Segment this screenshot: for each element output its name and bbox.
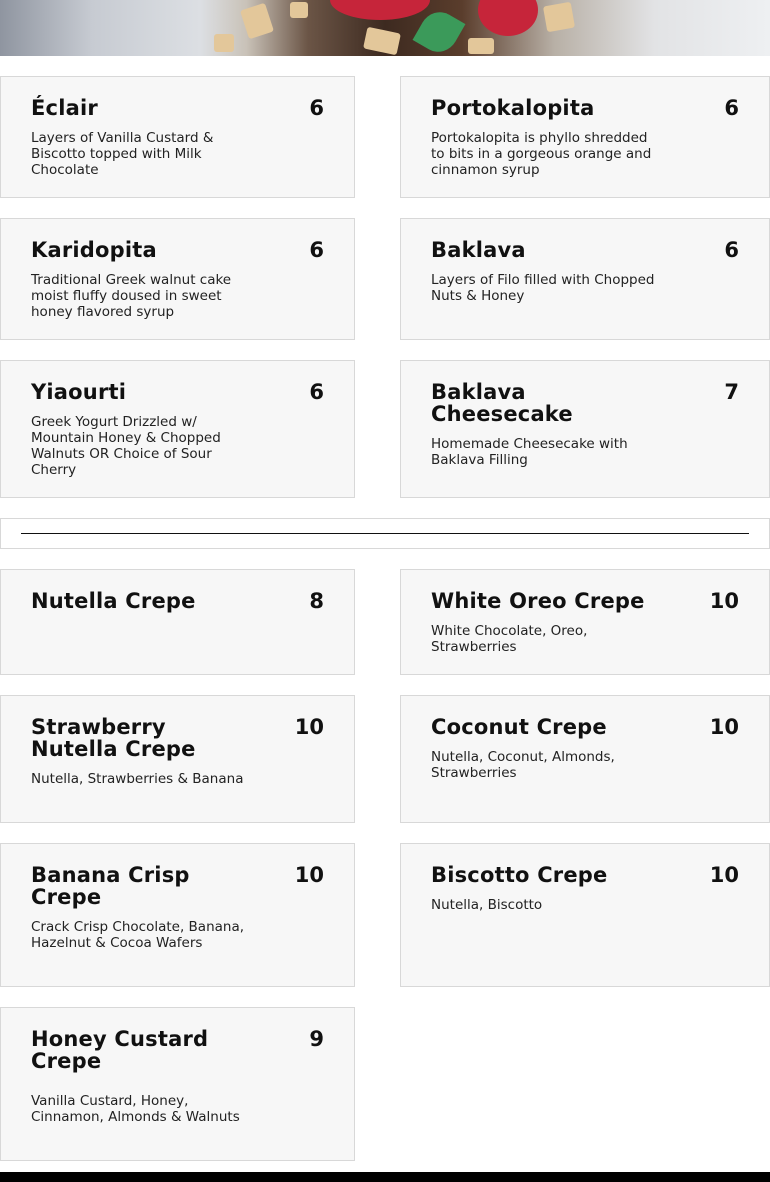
menu-item-card — [400, 76, 770, 198]
item-description: Traditional Greek walnut cake moist fluffy doused in sweet honey flavored syrup — [31, 272, 232, 320]
menu-item-card — [400, 218, 770, 340]
item-price: 6 — [724, 238, 739, 262]
item-name: Portokalopita — [431, 96, 595, 120]
item-price: 10 — [294, 863, 324, 887]
section-divider — [0, 518, 770, 549]
item-description: Greek Yogurt Drizzled w/ Mountain Honey & Chopped Walnuts OR Choice of Sour Cherry — [31, 414, 221, 478]
item-description: Vanilla Custard, Honey, Cinnamon, Almonds & Walnuts — [31, 1093, 240, 1125]
item-name: Baklava Cheesecake — [431, 380, 573, 426]
menu-item-card — [0, 569, 355, 675]
item-price: 7 — [724, 380, 739, 404]
item-description: Nutella, Strawberries & Banana — [31, 771, 244, 787]
hero-dessert-image — [0, 0, 770, 56]
item-description: Crack Crisp Chocolate, Banana, Hazelnut & Cocoa Wafers — [31, 919, 245, 951]
menu-item-card — [400, 695, 770, 823]
item-name: Yiaourti — [31, 380, 127, 404]
menu-item-card — [0, 843, 355, 987]
item-description: Layers of Filo filled with Chopped Nuts & Honey — [431, 272, 655, 304]
menu-item-card — [400, 360, 770, 498]
item-description: Nutella, Biscotto — [431, 897, 543, 913]
menu-item-card — [0, 360, 355, 498]
item-price: 9 — [309, 1027, 324, 1051]
menu-item-card — [0, 695, 355, 823]
item-price: 10 — [709, 589, 739, 613]
item-description: Homemade Cheesecake with Baklava Filling — [431, 436, 628, 468]
item-price: 10 — [294, 715, 324, 739]
item-price: 10 — [709, 715, 739, 739]
item-name: Nutella Crepe — [31, 589, 196, 613]
item-name: Honey Custard Crepe — [31, 1027, 209, 1073]
item-name: Éclair — [31, 96, 98, 120]
menu-item-card — [0, 76, 355, 198]
item-description: Layers of Vanilla Custard & Biscotto topped with Milk Chocolate — [31, 130, 214, 178]
item-price: 6 — [309, 96, 324, 120]
item-name: Coconut Crepe — [431, 715, 607, 739]
item-name: Banana Crisp Crepe — [31, 863, 190, 909]
item-name: Baklava — [431, 238, 526, 262]
menu-item-card — [0, 1007, 355, 1161]
item-name: Biscotto Crepe — [431, 863, 608, 887]
footer-bar — [0, 1172, 770, 1182]
item-price: 8 — [309, 589, 324, 613]
item-price: 10 — [709, 863, 739, 887]
menu-item-card — [0, 218, 355, 340]
menu-item-card — [400, 843, 770, 987]
menu-item-card — [400, 569, 770, 675]
item-name: White Oreo Crepe — [431, 589, 645, 613]
item-name: Strawberry Nutella Crepe — [31, 715, 196, 761]
divider-line — [21, 533, 749, 534]
item-price: 6 — [309, 238, 324, 262]
item-name: Karidopita — [31, 238, 157, 262]
item-description: White Chocolate, Oreo, Strawberries — [431, 623, 588, 655]
item-price: 6 — [309, 380, 324, 404]
item-price: 6 — [724, 96, 739, 120]
item-description: Nutella, Coconut, Almonds, Strawberries — [431, 749, 615, 781]
item-description: Portokalopita is phyllo shredded to bits in a gorgeous orange and cinnamon syrup — [431, 130, 652, 178]
